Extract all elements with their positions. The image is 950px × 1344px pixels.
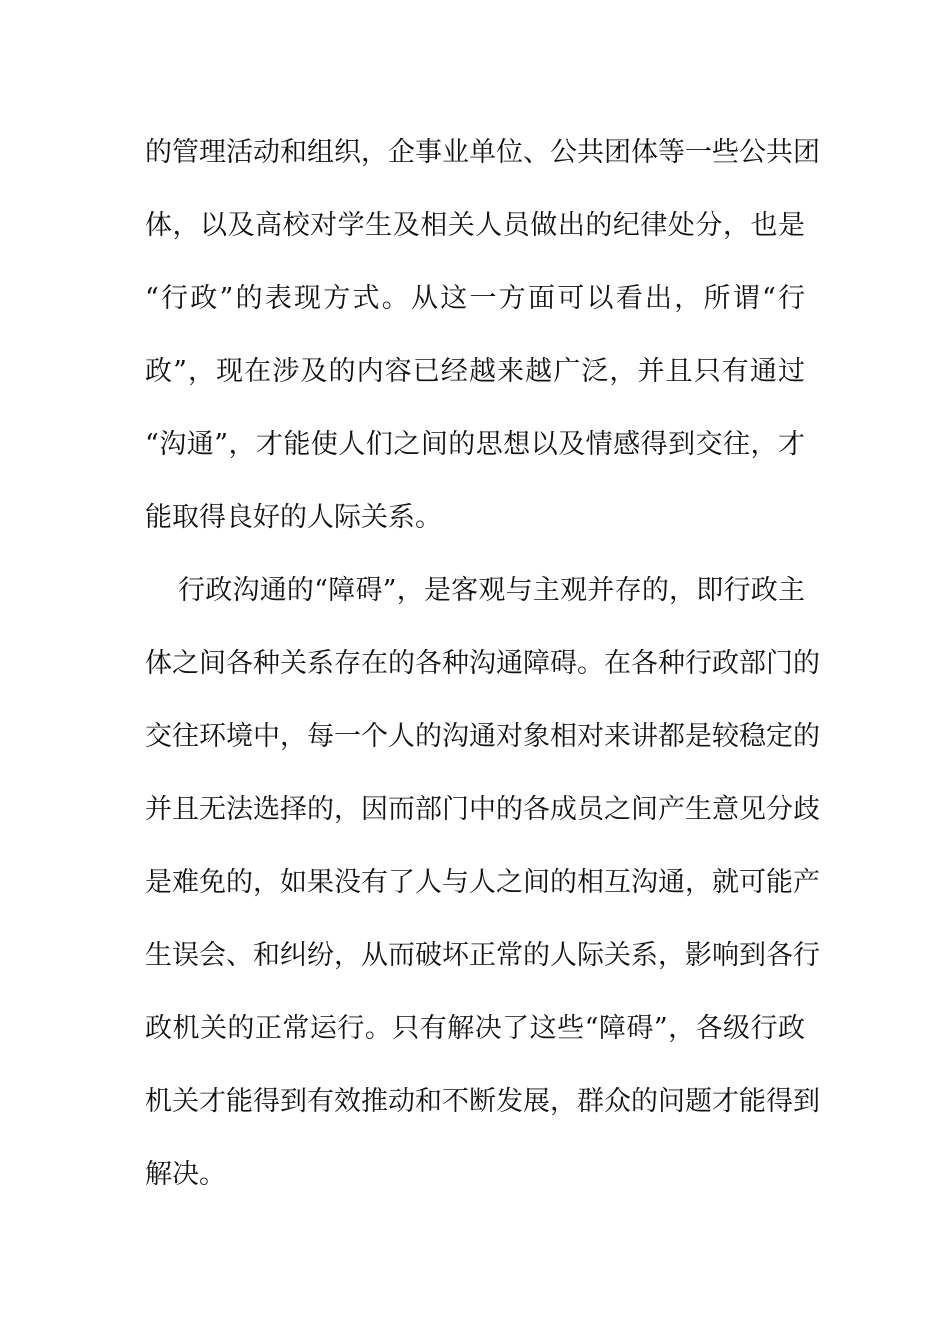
text-line: 机关才能得到有效推动和不断发展，群众的问题才能得到 xyxy=(145,1086,820,1117)
text-line: 政机关的正常运行。只有解决了这些“障碍”，各级行政 xyxy=(145,1013,805,1044)
text-line: 解决。 xyxy=(145,1159,226,1190)
text-line: 体，以及高校对学生及相关人员做出的纪律处分，也是 xyxy=(145,210,805,241)
text-line: 的管理活动和组织，企事业单位、公共团体等一些公共团 xyxy=(145,137,820,168)
text-line: 政”，现在涉及的内容已经越来越广泛，并且只有通过 xyxy=(145,356,805,387)
text-line: “沟通”，才能使人们之间的思想以及情感得到交往，才 xyxy=(145,429,805,460)
text-line: “行政”的表现方式。从这一方面可以看出，所谓“行 xyxy=(145,283,805,314)
text-line: 行政沟通的“障碍”，是客观与主观并存的，即行政主 xyxy=(178,575,805,606)
text-line: 是难免的，如果没有了人与人之间的相互沟通，就可能产 xyxy=(145,867,820,898)
text-line: 体之间各种关系存在的各种沟通障碍。在各种行政部门的 xyxy=(145,648,820,679)
text-line: 交往环境中，每一个人的沟通对象相对来讲都是较稳定的 xyxy=(145,721,820,752)
text-line: 并且无法选择的，因而部门中的各成员之间产生意见分歧 xyxy=(145,794,820,825)
text-line: 生误会、和纠纷，从而破坏正常的人际关系，影响到各行 xyxy=(145,940,820,971)
text-line: 能取得良好的人际关系。 xyxy=(145,502,442,533)
